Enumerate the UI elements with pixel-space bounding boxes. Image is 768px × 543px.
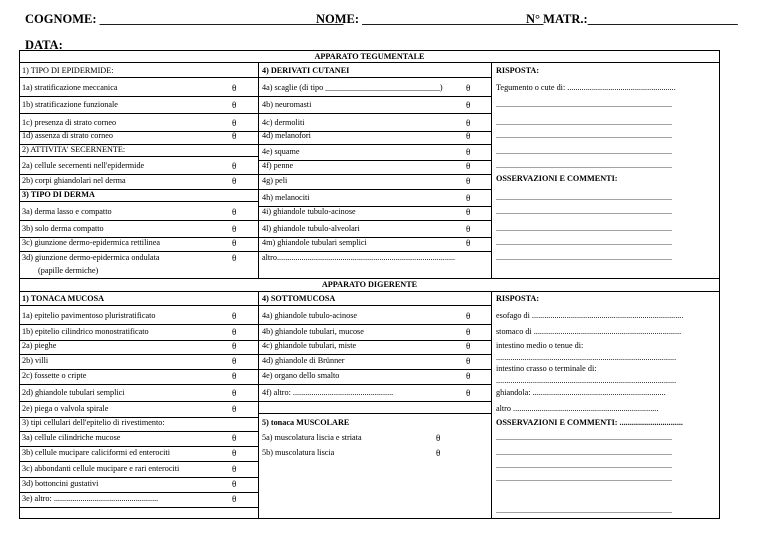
checkbox[interactable]: θ xyxy=(232,238,237,248)
answer-line[interactable]: ........................................................................................ xyxy=(496,147,672,156)
checkbox[interactable]: θ xyxy=(232,433,237,443)
checklist-item: 5a) muscolatura liscia e striata xyxy=(262,433,362,442)
checklist-item: 4e) organo dello smalto xyxy=(262,371,340,380)
checklist-item: 4h) melanociti xyxy=(262,193,310,202)
checkbox[interactable]: θ xyxy=(232,253,237,263)
section-title-digerente: APPARATO DIGERENTE xyxy=(321,280,418,289)
checkbox[interactable]: θ xyxy=(466,341,471,351)
checklist-item: 1a) stratificazione meccanica xyxy=(22,83,118,92)
col-head-mucosa: 1) TONACA MUCOSA xyxy=(22,294,105,303)
checkbox[interactable]: θ xyxy=(232,479,237,489)
risposta-label-dig: RISPOSTA: xyxy=(496,294,540,303)
checkbox[interactable]: θ xyxy=(232,118,237,128)
checkbox[interactable]: θ xyxy=(436,433,441,443)
answer-line[interactable]: ........................................................................................ xyxy=(496,448,672,457)
answer-line[interactable]: ........................................................................................ xyxy=(496,118,672,127)
answer-line[interactable]: ghiandola: ................................................................. xyxy=(496,388,666,397)
checklist-item: 4a) ghiandole tubulo-acinose xyxy=(262,311,358,320)
col-head-secernente: 2) ATTIVITA' SECERNENTE: xyxy=(22,145,126,154)
checklist-item: 4e) squame xyxy=(262,147,300,156)
checkbox[interactable]: θ xyxy=(466,371,471,381)
checklist-item: 2c) fossette o cripte xyxy=(22,371,87,380)
answer-line[interactable]: ........................................................................................ xyxy=(496,238,672,247)
osservazioni-label: OSSERVAZIONI E COMMENTI: xyxy=(496,174,618,183)
checkbox[interactable]: θ xyxy=(466,131,471,141)
checklist-item: 4f) altro: ................................................. xyxy=(262,388,394,397)
section-title-tegumentale: APPARATO TEGUMENTALE xyxy=(314,52,425,61)
col-head-derivati: 4) DERIVATI CUTANEI xyxy=(262,66,350,75)
answer-line[interactable]: ........................................................................................ xyxy=(496,376,677,385)
checkbox[interactable]: θ xyxy=(232,448,237,458)
checkbox[interactable]: θ xyxy=(232,388,237,398)
checklist-item: 4c) ghiandole tubulari, miste xyxy=(262,341,357,350)
answer-line[interactable]: ........................................................................................ xyxy=(496,161,672,170)
checkbox[interactable]: θ xyxy=(232,176,237,186)
checklist-item: 3b) solo derma compatto xyxy=(22,224,104,233)
answer-line[interactable]: ........................................................................................ xyxy=(496,131,672,140)
checkbox[interactable]: θ xyxy=(466,147,471,157)
answer-line[interactable]: stomaco di ........................................................................ xyxy=(496,327,682,336)
checkbox[interactable]: θ xyxy=(232,494,237,504)
checklist-item: 1b) stratificazione funzionale xyxy=(22,100,118,109)
checklist-item: 4f) penne xyxy=(262,161,294,170)
checklist-item: 4g) peli xyxy=(262,176,288,185)
checklist-item: 3c) abbondanti cellule mucipare e rari enterociti xyxy=(22,464,180,473)
checklist-item: 4b) neuromasti xyxy=(262,100,312,109)
checklist-item: 4c) dermoliti xyxy=(262,118,305,127)
checklist-item: 2b) corpi ghiandolari nel derma xyxy=(22,176,126,185)
answer-line[interactable]: intestino crasso o terminale di: xyxy=(496,364,597,373)
answer-line[interactable]: ........................................................................................ xyxy=(496,461,672,470)
col-head-epidermide: 1) TIPO DI EPIDERMIDE: xyxy=(22,66,114,75)
checkbox[interactable]: θ xyxy=(232,371,237,381)
answer-line[interactable]: ........................................................................................ xyxy=(496,207,672,216)
risposta-label: RISPOSTA: xyxy=(496,66,540,75)
checkbox[interactable]: θ xyxy=(232,83,237,93)
name-field[interactable]: NOME: _____________________________ xyxy=(316,12,544,26)
checkbox[interactable]: θ xyxy=(466,224,471,234)
checkbox[interactable]: θ xyxy=(232,464,237,474)
checklist-item: 4a) scaglie (di tipo ____________________________) xyxy=(262,83,443,92)
checklist-item: 1c) presenza di strato corneo xyxy=(22,118,117,127)
checkbox[interactable]: θ xyxy=(232,161,237,171)
checkbox[interactable]: θ xyxy=(232,224,237,234)
col-head-muscolare: 5) tonaca MUSCOLARE xyxy=(262,418,350,427)
altro-field[interactable]: altro....................................................................................... xyxy=(262,253,456,262)
checklist-item: 3d) bottoncini gustativi xyxy=(22,479,99,488)
osservazioni-label-dig: OSSERVAZIONI E COMMENTI: ............................... xyxy=(496,418,683,427)
checklist-item: 3a) derma lasso e compatto xyxy=(22,207,112,216)
col-head-derma: 3) TIPO DI DERMA xyxy=(22,190,95,199)
checkbox[interactable]: θ xyxy=(466,327,471,337)
answer-line[interactable]: intestino medio o tenue di: xyxy=(496,341,584,350)
checkbox[interactable]: θ xyxy=(232,356,237,366)
checkbox[interactable]: θ xyxy=(232,100,237,110)
surname-field[interactable]: COGNOME: _______________________________________ xyxy=(25,12,344,26)
checkbox[interactable]: θ xyxy=(232,131,237,141)
checklist-item: 4b) ghiandole tubulari, mucose xyxy=(262,327,364,336)
checkbox[interactable]: θ xyxy=(436,448,441,458)
tegumento-field[interactable]: Tegumento o cute di: ..................................................... xyxy=(496,83,676,92)
checkbox[interactable]: θ xyxy=(466,161,471,171)
checkbox[interactable]: θ xyxy=(466,238,471,248)
checklist-item: 4i) ghiandole tubulo-acinose xyxy=(262,207,356,216)
matr-field[interactable]: N° MATR.:________________________ xyxy=(526,12,738,26)
checklist-item: 3e) altro: ................................................... xyxy=(22,494,159,503)
checkbox[interactable]: θ xyxy=(232,207,237,217)
checklist-item: 4d) ghiandole di Brünner xyxy=(262,356,345,365)
answer-line[interactable]: esofago di .......................................................................... xyxy=(496,311,684,320)
col-head-sottomucosa: 4) SOTTOMUCOSA xyxy=(262,294,336,303)
checkbox[interactable]: θ xyxy=(232,327,237,337)
date-field[interactable]: DATA:___________ xyxy=(25,38,132,52)
checkbox[interactable]: θ xyxy=(466,207,471,217)
checklist-item: 2d) ghiandole tubulari semplici xyxy=(22,388,125,397)
checkbox[interactable]: θ xyxy=(466,311,471,321)
checklist-item: 2a) cellule secernenti nell'epidermide xyxy=(22,161,145,170)
answer-line[interactable]: ........................................................................................ xyxy=(496,100,672,109)
checklist-item: 3d) giunzione dermo-epidermica ondulata xyxy=(22,253,160,262)
answer-line[interactable]: ........................................................................................ xyxy=(496,474,672,483)
checkbox[interactable]: θ xyxy=(232,341,237,351)
answer-line[interactable]: ........................................................................................ xyxy=(496,506,672,515)
answer-line[interactable]: ........................................................................................ xyxy=(496,433,672,442)
checkbox[interactable]: θ xyxy=(466,176,471,186)
checklist-item: 3) tipi cellulari dell'epitelio di rivestimento: xyxy=(22,418,165,427)
answer-line[interactable]: altro ....................................................................... xyxy=(496,404,659,413)
papille-note: (papille dermiche) xyxy=(38,266,99,275)
checkbox[interactable]: θ xyxy=(232,311,237,321)
checklist-item: 2a) pieghe xyxy=(22,341,57,350)
checklist-item: 1b) epitelio cilindrico monostratificato xyxy=(22,327,149,336)
checkbox[interactable]: θ xyxy=(466,100,471,110)
checklist-item: 3c) giunzione dermo-epidermica rettilinea xyxy=(22,238,160,247)
answer-line[interactable]: ........................................................................................ xyxy=(496,353,677,362)
checkbox[interactable]: θ xyxy=(466,388,471,398)
checklist-item: 1a) epitelio pavimentoso pluristratificato xyxy=(22,311,156,320)
checklist-item: 3a) cellule cilindriche mucose xyxy=(22,433,121,442)
answer-line[interactable]: ........................................................................................ xyxy=(496,193,672,202)
checklist-item: 2e) piega o valvola spirale xyxy=(22,404,109,413)
answer-line[interactable]: ........................................................................................ xyxy=(496,224,672,233)
checklist-item: 4d) melanofori xyxy=(262,131,311,140)
checklist-item: 3b) cellule mucipare caliciformi ed enterociti xyxy=(22,448,170,457)
checklist-item: 1d) assenza di strato corneo xyxy=(22,131,113,140)
checklist-item: 5b) muscolatura liscia xyxy=(262,448,335,457)
checklist-item: 4m) ghiandole tubulari semplici xyxy=(262,238,367,247)
checkbox[interactable]: θ xyxy=(232,404,237,414)
checklist-item: 2b) villi xyxy=(22,356,49,365)
checkbox[interactable]: θ xyxy=(466,356,471,366)
checklist-item: 4l) ghiandole tubulo-alveolari xyxy=(262,224,360,233)
checkbox[interactable]: θ xyxy=(466,83,471,93)
answer-line[interactable]: ........................................................................................ xyxy=(496,253,672,262)
checkbox[interactable]: θ xyxy=(466,193,471,203)
checkbox[interactable]: θ xyxy=(466,118,471,128)
